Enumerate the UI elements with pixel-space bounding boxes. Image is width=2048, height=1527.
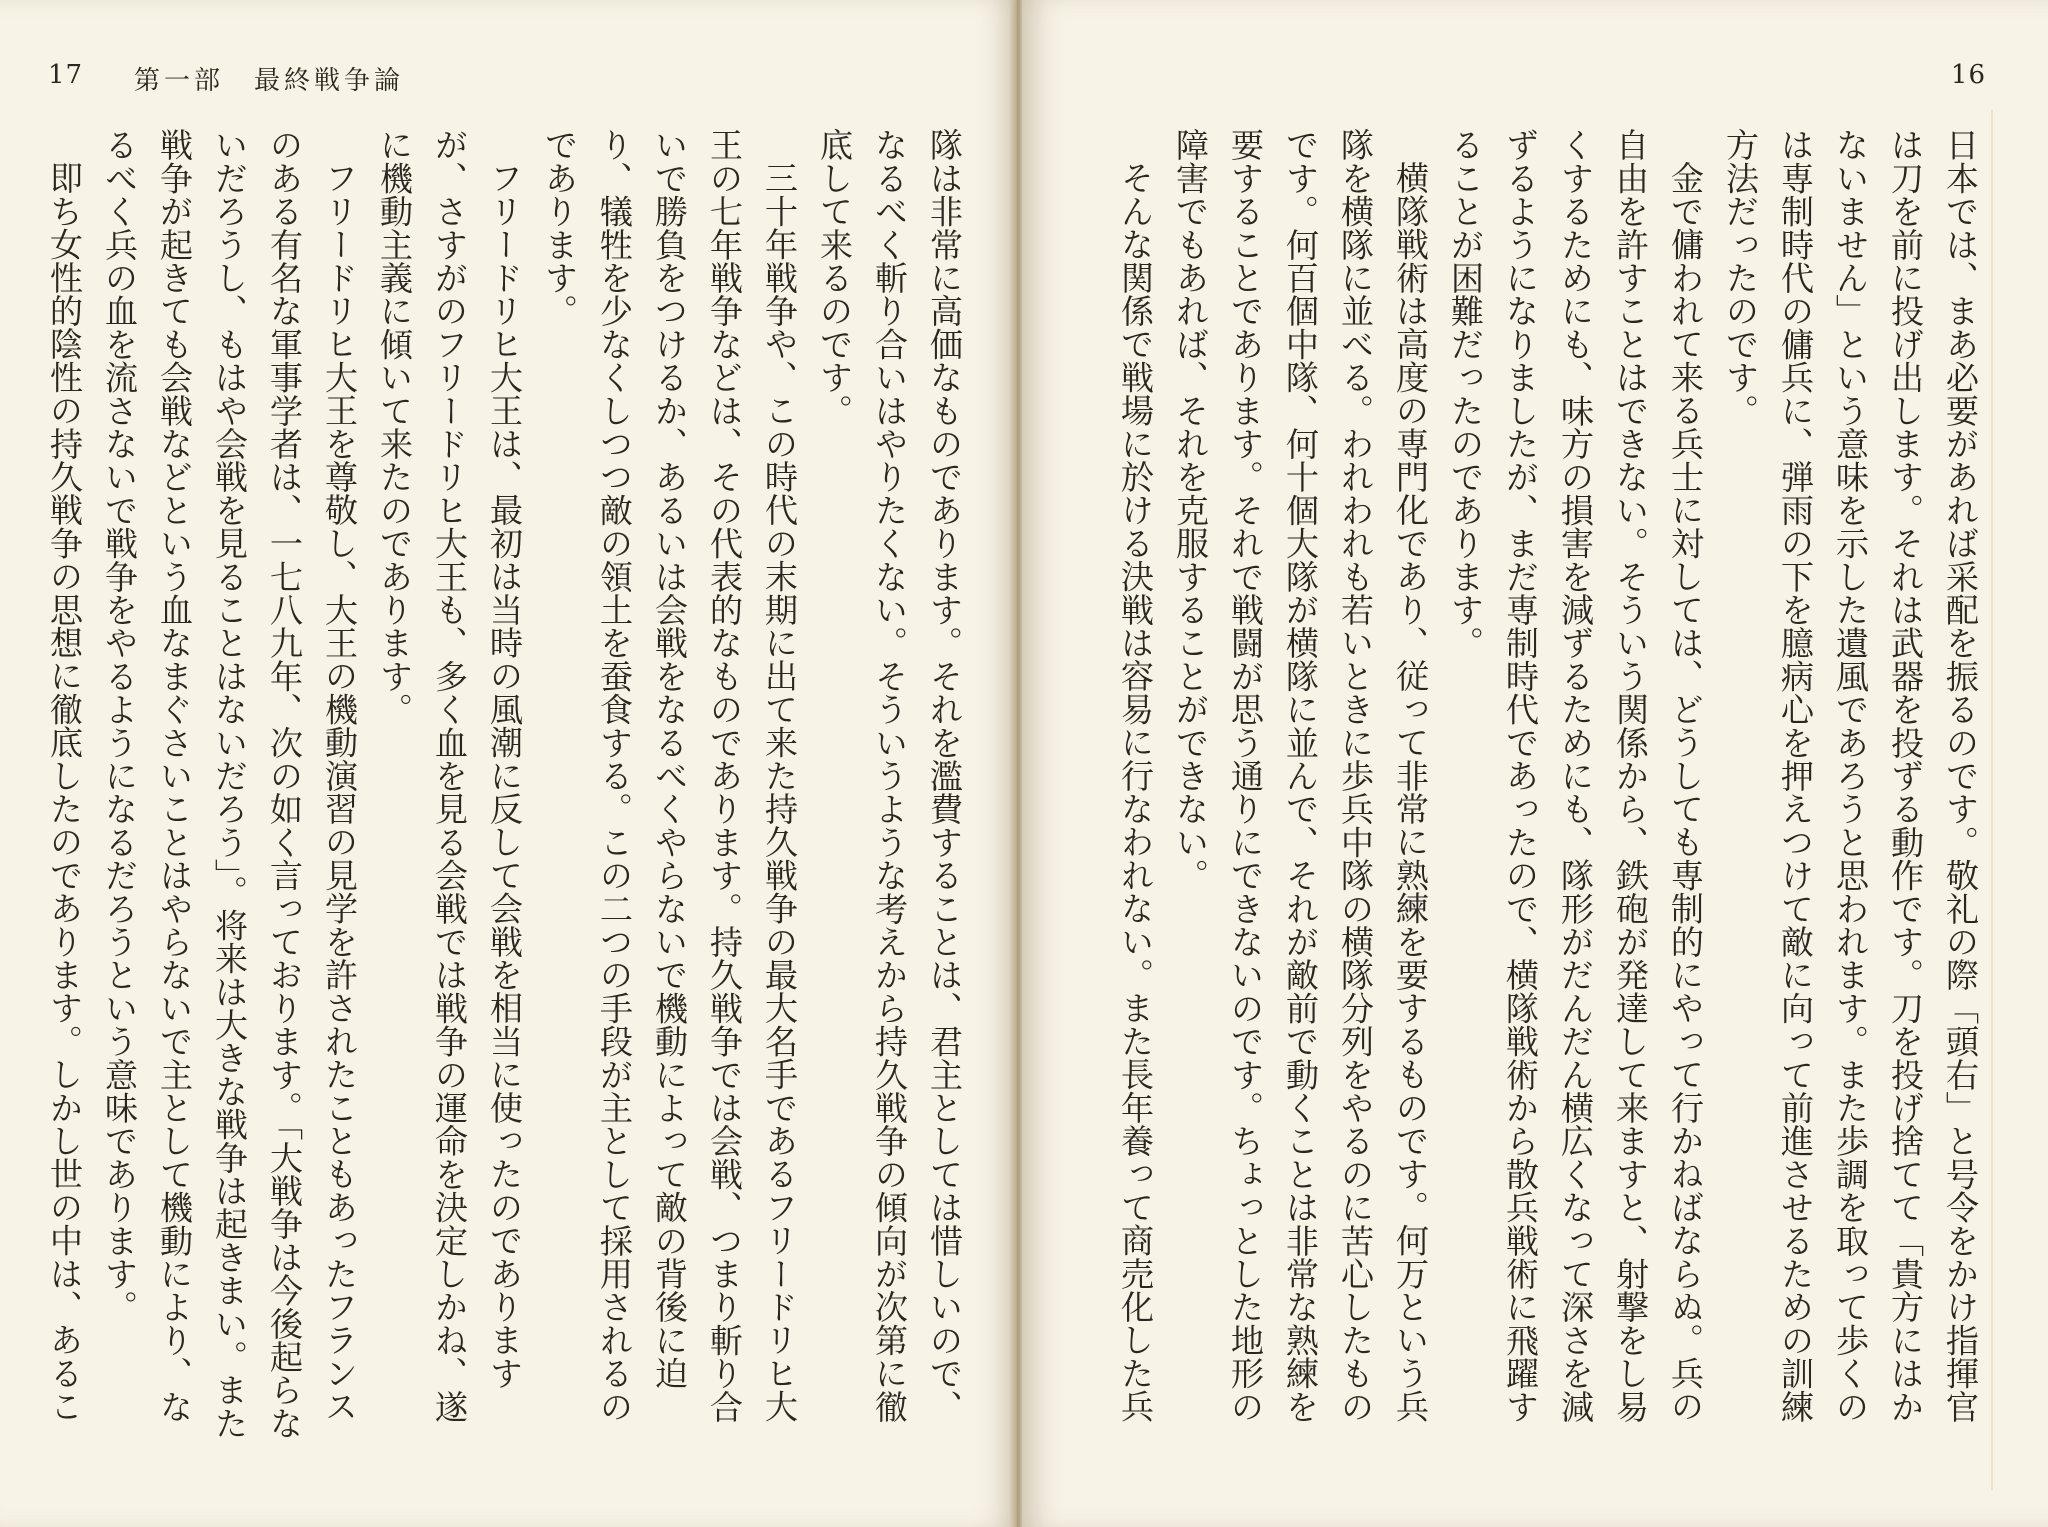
paragraph: フリードリヒ大王を尊敬し、大王の機動演習の見学を許されたこともあったフランスのある有名な軍事学者は、一七八九年、次の如く言っております。「大戦争は今後起らないだろうし、もはや会戦を見ることはないだろう」。将来は大きな戦争は起きまい。また戦争が起きても会戦などという血なまぐさいことはやらないで主として機動により、なるべく兵の血を流さないで戦争をやるようになるだろうという意味であります。	[100, 128, 359, 1440]
paragraph: 即ち女性的陰性の持久戦争の思想に徹底したのであります。しかし世の中は、あるこ	[45, 161, 84, 1423]
paragraph: フリードリヒ大王は、最初は当時の風潮に反して会戦を相当に使ったのでありますが、さすがのフリードリヒ大王も、多く血を見る会戦では戦争の運命を決定しかね、遂に機動主義に傾いて来たのであります。	[375, 128, 524, 1423]
paragraph: 横隊戦術は高度の専門化であり、従って非常に熟練を要するものです。何万という兵隊を横隊に並べる。われわれも若いときに歩兵中隊の横隊分列をやるのに苦心したものです。何百個中隊、何十個大隊が横隊に並んで、それが敵前で動くことは非常な熟練を要することであります。それで戦闘が思う通りにできないのです。ちょっとした地形の障害でもあれば、それを克服することができない。	[1171, 128, 1430, 1423]
paragraph: 日本では、まあ必要があれば采配を振るのです。敬礼の際「頭右」と号令をかけ指揮官は刀を前に投げ出します。それは武器を投ずる動作です。刀を投げ捨てて「貴方にはかないません」という意味を示した遺風であろうと思われます。また歩調を取って歩くのは専制時代の傭兵に、弾雨の下を臆病心を押えつけて敵に向って前進させるための訓練方法だったのです。	[1721, 128, 1980, 1423]
paragraph: 三十年戦争や、この時代の末期に出て来た持久戦争の最大名手であるフリードリヒ大王の七年戦争などは、その代表的なものであります。持久戦争では会戦、つまり斬り合いで勝負をつけるか、あるいは会戦をなるべくやらないで機動によって敵の背後に迫り、犠牲を少なくしつつ敵の領土を蚕食する。この二つの手段が主として採用されるのであります。	[540, 128, 799, 1423]
paragraph: そんな関係で戦場に於ける決戦は容易に行なわれない。また長年養って商売化した兵	[1116, 161, 1155, 1423]
page-number-right: 16	[1950, 60, 1986, 90]
running-head: 第一部 最終戦争論	[134, 66, 405, 96]
page-edge-shadow	[1991, 110, 1993, 1490]
right-page-body	[1058, 128, 1988, 1448]
left-page-body	[42, 128, 972, 1448]
right-page	[1022, 0, 2048, 1527]
paragraph: 隊は非常に高価なものであります。それを濫費することは、君主としては惜しいので、なるべく斬り合いはやりたくない。そういうような考えから持久戦争の傾向が次第に徹底して来るのです。	[815, 128, 964, 1423]
paragraph: 金で傭われて来る兵士に対しては、どうしても専制的にやって行かねばならぬ。兵の自由を許すことはできない。そういう関係から、鉄砲が発達して来ますと、射撃をし易くするためにも、味方の損害を減ずるためにも、隊形がだんだん横広くなって深さを減ずるようになりましたが、まだ専制時代であったので、横隊戦術から散兵戦術に飛躍することが困難だったのであります。	[1446, 128, 1705, 1423]
left-page	[0, 0, 1012, 1527]
page-number-left: 17	[48, 60, 84, 90]
